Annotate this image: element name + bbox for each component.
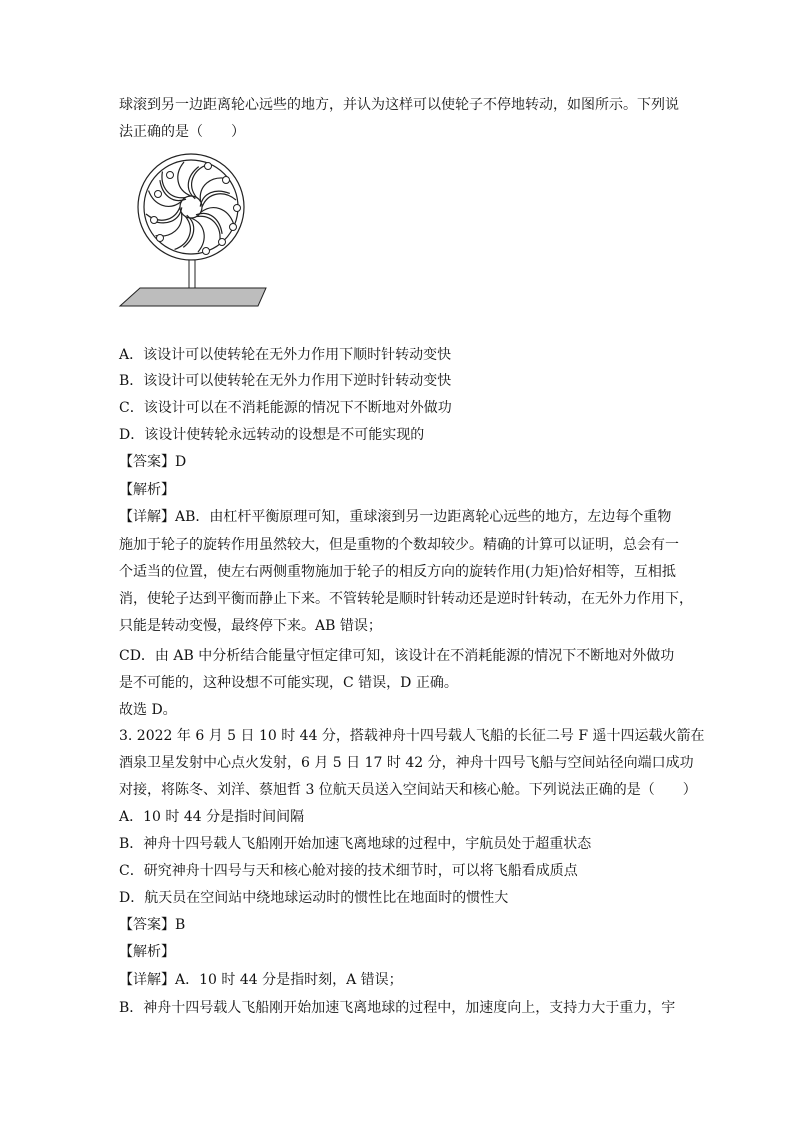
q2-explain-line: 是不可能的，这种设想不可能实现，C 错误，D 正确。 xyxy=(119,675,458,691)
q2-analysis-title: 【解析】 xyxy=(119,482,175,498)
q2-stem-line-2: 法正确的是（ ） xyxy=(119,124,245,140)
q2-option-a: A．该设计可以使转轮在无外力作用下顺时针转动变快 xyxy=(119,347,452,363)
q2-choice: 故选 D。 xyxy=(119,702,177,718)
q3-option-a: A．10 时 44 分是指时间间隔 xyxy=(119,809,305,825)
q2-answer: 【答案】D xyxy=(119,454,187,470)
q2-explain-line: CD．由 AB 中分析结合能量守恒定律可知，该设计在不消耗能源的情况下不断地对外做功 xyxy=(119,648,675,664)
q3-analysis-title: 【解析】 xyxy=(119,944,175,960)
q2-option-d: D．该设计使转轮永远转动的设想是不可能实现的 xyxy=(119,427,425,443)
q2-option-c: C．该设计可以在不消耗能源的情况下不断地对外做功 xyxy=(119,400,452,416)
q2-explain-line: 只能是转动变慢，最终停下来。AB 错误； xyxy=(119,618,382,634)
q2-explain-line: 个适当的位置，使左右两侧重物施加于轮子的相反方向的旋转作用(力矩)恰好相等，互相抵 xyxy=(119,564,676,580)
q3-option-b: B．神舟十四号载人飞船刚开始加速飞离地球的过程中，宇航员处于超重状态 xyxy=(119,836,592,852)
q3-option-c: C．研究神舟十四号与天和核心舱对接的技术细节时，可以将飞船看成质点 xyxy=(119,863,578,879)
q3-answer: 【答案】B xyxy=(119,917,186,933)
q3-stem-line: 酒泉卫星发射中心点火发射，6 月 5 日 17 时 42 分，神舟十四号飞船与空间站径向端口成功 xyxy=(119,755,694,771)
q2-stem-line-1: 球滚到另一边距离轮心远些的地方，并认为这样可以使轮子不停地转动，如图所示。下列说 xyxy=(119,97,679,113)
q2-explain-line: 消，使轮子达到平衡而静止下来。不管转轮是顺时针转动还是逆时针转动，在无外力作用下， xyxy=(119,591,693,607)
q2-option-b: B．该设计可以使转轮在无外力作用下逆时针转动变快 xyxy=(119,373,452,389)
perpetual-motion-wheel-figure xyxy=(118,152,268,312)
q3-stem-line: 3. 2022 年 6 月 5 日 10 时 44 分，搭载神舟十四号载人飞船的长征二号 F 遥十四运载火箭在 xyxy=(119,728,705,744)
q3-stem-line: 对接，将陈冬、刘洋、蔡旭哲 3 位航天员送入空间站天和核心舱。下列说法正确的是（ ） xyxy=(119,782,697,798)
q2-explain-line: 【详解】AB．由杠杆平衡原理可知，重球滚到另一边距离轮心远些的地方，左边每个重物 xyxy=(119,509,672,525)
q3-option-d: D．航天员在空间站中绕地球运动时的惯性比在地面时的惯性大 xyxy=(119,890,509,906)
q3-explain-line: B．神舟十四号载人飞船刚开始加速飞离地球的过程中，加速度向上，支持力大于重力，宇 xyxy=(119,1000,676,1016)
q2-explain-line: 施加于轮子的旋转作用虽然较大，但是重物的个数却较少。精确的计算可以证明，总会有一 xyxy=(119,537,679,553)
q3-explain-line: 【详解】A．10 时 44 分是指时刻，A 错误； xyxy=(119,972,403,988)
